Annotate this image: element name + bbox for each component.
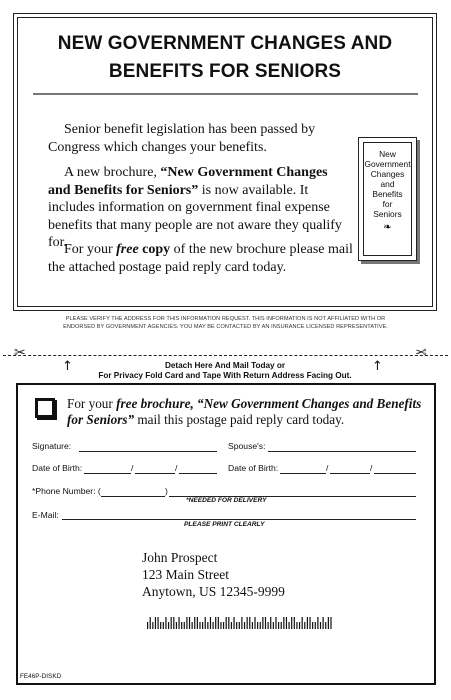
paragraph-brochure bbox=[48, 164, 353, 252]
mailing-address bbox=[142, 549, 285, 600]
paragraph-free-copy bbox=[48, 241, 353, 276]
detach-line-2: For Privacy Fold Card and Tape With Return Address Facing Out. bbox=[98, 371, 352, 380]
email-note: PLEASE PRINT CLEARLY bbox=[184, 521, 265, 528]
dob-slash: / bbox=[326, 463, 329, 473]
disclaimer-line-1: PLEASE VERIFY THE ADDRESS FOR THIS INFORMATION REQUEST. THIS INFORMATION IS NOT AFFILIATED WITH OR bbox=[65, 316, 386, 322]
dob-month-field[interactable] bbox=[84, 473, 131, 474]
cut-line bbox=[3, 355, 448, 356]
headline-line-1: NEW GOVERNMENT CHANGES AND bbox=[57, 33, 393, 54]
spouse-dob-label: Date of Birth: bbox=[228, 463, 279, 473]
request-checkbox[interactable] bbox=[35, 398, 55, 418]
phone-note: *NEEDED FOR DELIVERY bbox=[186, 497, 267, 504]
up-arrow-icon: ↑ bbox=[372, 359, 383, 374]
dob-slash: / bbox=[131, 463, 134, 473]
spouse-dob-year-field[interactable] bbox=[374, 473, 416, 474]
spouse-dob-month-field[interactable] bbox=[280, 473, 326, 474]
brochure-cover bbox=[363, 142, 412, 256]
paragraph-brochure-rest: is now available. It includes information on government final expense benefits that many people are not aware they qualify for. bbox=[48, 182, 342, 250]
dob-label: Date of Birth: bbox=[32, 463, 83, 473]
up-arrow-icon: ↑ bbox=[62, 359, 73, 374]
free-emphasis: free bbox=[116, 242, 139, 257]
brochure-cover-line: and bbox=[380, 179, 395, 189]
disclaimer-line-2: ENDORSED BY GOVERNMENT AGENCIES. YOU MAY BE CONTACTED BY AN INSURANCE LICENSED REPRESENTATIVE. bbox=[63, 323, 388, 330]
form-code: FE46P-DISKD bbox=[20, 673, 62, 680]
brochure-cover-line: New bbox=[379, 149, 396, 159]
detach-instructions bbox=[70, 361, 380, 381]
paragraph-legislation-text: Senior benefit legislation has been passed by Congress which changes your benefits. bbox=[48, 122, 316, 155]
email-field[interactable] bbox=[62, 519, 416, 520]
paragraph-brochure-intro: A new brochure, bbox=[64, 165, 161, 180]
dob-slash: / bbox=[175, 463, 178, 473]
scissors-icon: ✂ bbox=[415, 346, 427, 361]
address-street: 123 Main Street bbox=[142, 567, 229, 582]
brochure-image bbox=[358, 137, 417, 261]
card-offer-title: free brochure, “New Government Changes and Benefits for Seniors” bbox=[67, 396, 422, 427]
card-offer-rest: mail this postage paid reply card today. bbox=[134, 411, 345, 427]
scissors-icon: ✂ bbox=[14, 346, 26, 361]
brochure-cover-line: Government bbox=[364, 159, 411, 169]
email-label: E-Mail: bbox=[32, 510, 59, 520]
brochure-title: “New Government Changes and Benefits for Seniors” bbox=[48, 165, 328, 198]
postal-barcode bbox=[147, 617, 333, 629]
brochure-cover-line: for bbox=[382, 199, 393, 209]
detach-line-1: Detach Here And Mail Today or bbox=[164, 361, 286, 370]
brochure-cover-line: Seniors bbox=[373, 209, 402, 219]
card-offer-text bbox=[67, 396, 427, 427]
paragraph-free-copy-rest: of the new brochure please mail the attached postage paid reply card today. bbox=[48, 242, 353, 275]
brochure-cover-line: Benefits bbox=[372, 189, 403, 199]
fleuron-ornament-icon: ❧ bbox=[383, 222, 392, 233]
phone-label: *Phone Number: ( bbox=[32, 486, 101, 496]
phone-paren: ) bbox=[165, 486, 168, 496]
brochure-cover-line: Changes bbox=[370, 169, 405, 179]
paragraph-free-copy-intro: For your bbox=[64, 242, 117, 257]
address-name: John Prospect bbox=[142, 550, 218, 565]
card-offer-intro: For your bbox=[67, 396, 117, 411]
copy-emphasis: copy bbox=[138, 242, 171, 257]
signature-label: Signature: bbox=[32, 441, 72, 451]
headline-line-2: BENEFITS FOR SENIORS bbox=[108, 61, 342, 82]
paragraph-legislation bbox=[48, 121, 353, 156]
headline-rule bbox=[33, 93, 418, 95]
spouse-signature-field[interactable] bbox=[268, 451, 416, 452]
dob-day-field[interactable] bbox=[135, 473, 175, 474]
signature-field[interactable] bbox=[79, 451, 217, 452]
phone-area-code-field[interactable] bbox=[101, 496, 165, 497]
spouse-label: Spouse's: bbox=[228, 441, 266, 451]
address-city: Anytown, US 12345-9999 bbox=[142, 584, 285, 599]
dob-slash: / bbox=[370, 463, 373, 473]
dob-year-field[interactable] bbox=[179, 473, 217, 474]
disclaimer bbox=[30, 316, 421, 331]
spouse-dob-day-field[interactable] bbox=[330, 473, 370, 474]
reply-card bbox=[16, 383, 436, 685]
headline bbox=[17, 30, 433, 86]
